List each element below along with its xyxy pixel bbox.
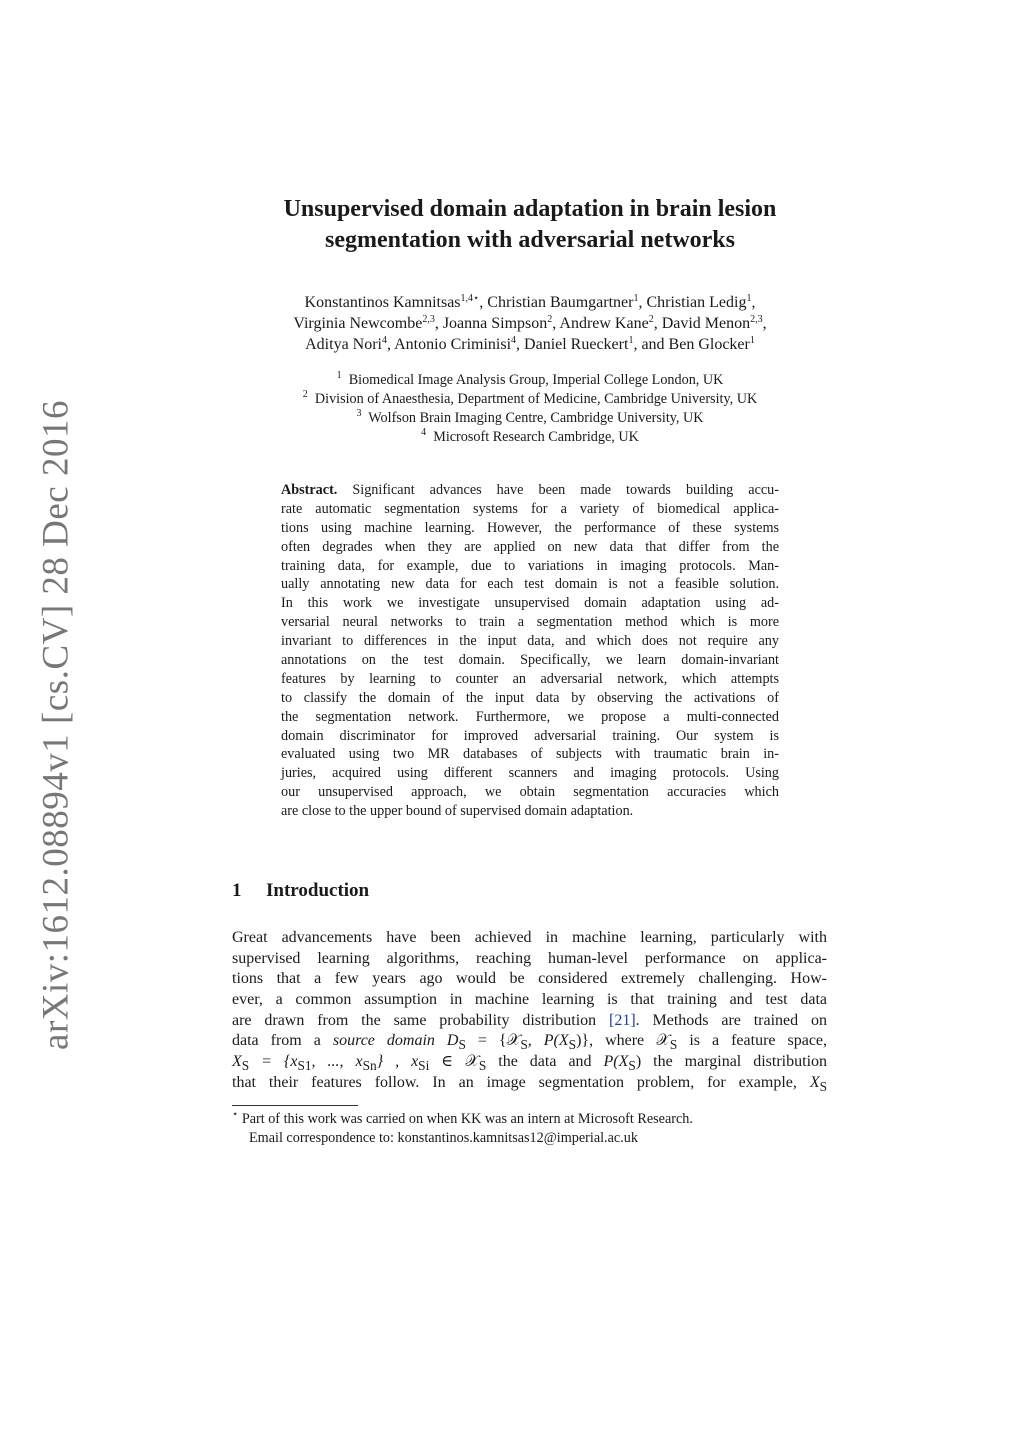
arxiv-id-text: arXiv:1612.08894v1 [cs.CV] 28 Dec 2016 [35,400,77,1050]
section-number: 1 [232,880,242,901]
math-symbol: D [446,1032,459,1050]
author-affil-sup: 1 [746,293,752,304]
affiliation-text: Wolfson Brain Imaging Centre, Cambridge University, UK [368,410,704,426]
math-symbol: )} [576,1032,590,1050]
math-symbol: P(X [603,1053,629,1071]
abstract-line: evaluated using two MR databases of subjects with traumatic brain in- [281,746,779,763]
math-symbol: ) [635,1053,642,1071]
author-affil-sup: 1 [628,335,634,346]
author-name: Daniel Rueckert [524,336,629,353]
author-affil-sup: 1 [749,335,755,346]
abstract [281,481,779,821]
abstract-line: domain discriminator for improved adversarial training. Our system is [281,727,779,744]
author-affil-sup: 2 [547,314,553,325]
abstract-line: annotations on the test domain. Specifically, we learn domain-invariant [281,652,779,669]
abstract-line [281,481,779,500]
author-name: Christian Ledig [646,294,747,311]
author-name: Aditya Nori [305,336,382,353]
author-name: Antonio Criminisi [394,336,512,353]
body-line: ever, a common assumption in machine learning is that training and test data [232,991,827,1009]
abstract-line: rate automatic segmentation systems for a variety of biomedical applica- [281,500,779,517]
math-symbol: , P(X [527,1032,569,1050]
math-symbol: X [809,1073,820,1091]
author-affil-sup: 1,4⋆ [460,293,480,304]
footnote-line-2: Email correspondence to: konstantinos.kamnitsas12@imperial.ac.uk [249,1130,638,1146]
affiliation-text: Biomedical Image Analysis Group, Imperial College London, UK [348,372,724,388]
abstract-line: to classify the domain of the input data by observing the activations of [281,689,779,706]
math-subscript: S [520,1037,528,1053]
affiliation-text: Microsoft Research Cambridge, UK [433,429,639,445]
body-text-segment: that their features follow. In an image segmentation problem, for example, [232,1073,797,1091]
section-heading [232,880,369,902]
math-symbol: = {x [249,1053,298,1071]
math-subscript: S [458,1037,466,1053]
author-name: Andrew Kane [559,315,649,332]
affiliation-number: 4 [421,427,427,438]
abstract-line: juries, acquired using different scanners and imaging protocols. Using [281,765,779,782]
affiliation-item [200,390,860,409]
title-line-2: segmentation with adversarial networks [325,227,735,253]
body-text-segment: is a feature space, [689,1032,828,1050]
math-subscript: Sn [362,1058,377,1074]
author-affil-sup: 1 [633,293,639,304]
footnote-line-1: Part of this work was carried on when KK was an intern at Microsoft Research. [241,1111,693,1127]
abstract-label: Abstract. [281,482,338,498]
author-name: Joanna Simpson [442,315,548,332]
math-subscript: S1 [297,1058,312,1074]
section-title: Introduction [266,880,370,901]
body-text-segment: . Methods are trained on [635,1011,828,1029]
author-affil-sup: 2,3 [422,314,435,325]
abstract-line: tions using machine learning. However, the performance of these systems [281,519,779,536]
math-expression [446,1032,590,1053]
footnote-mark: ⋆ [232,1109,239,1120]
abstract-line: are close to the upper bound of supervised domain adaptation. [281,803,634,820]
title-line-1: Unsupervised domain adaptation in brain lesion [283,196,777,222]
body-text-segment: are drawn from the same probability distribution [232,1011,597,1029]
footnote-divider [232,1105,358,1106]
abstract-line: the segmentation network. Furthermore, we propose a multi-connected [281,708,779,725]
body-text-segment: the marginal distribution [653,1053,828,1071]
body-line: Great advancements have been achieved in machine learning, particularly with [232,929,827,946]
abstract-line: often degrades when they are applied on new data that differ from the [281,538,779,555]
abstract-line: invariant to differences in the input data, and which does not require any [281,633,779,650]
author-affil-sup: 2,3 [750,314,763,325]
math-subscript: S [819,1079,828,1094]
affiliation-list [200,371,860,447]
author-affil-sup: 4 [511,335,517,346]
math-symbol: , ..., x [311,1053,363,1071]
abstract-line: training data, for example, due to variations in imaging protocols. Man- [281,557,779,574]
introduction-paragraph [232,928,827,1094]
affiliation-text: Division of Anaesthesia, Department of Medicine, Cambridge University, UK [314,391,758,407]
body-line [232,1031,827,1052]
body-line [232,1073,827,1094]
abstract-line: ually annotating new data for each test domain is not a feasible solution. [281,576,779,593]
math-symbol: } , x [376,1053,419,1071]
math-symbol: 𝒳 [656,1032,670,1050]
body-line: tions that a few years ago would be considered extremely challenging. How- [232,970,827,988]
body-text-segment: data from a [232,1032,321,1050]
math-subscript: S [478,1058,487,1074]
abstract-line: features by learning to counter an adversarial network, which attempts [281,670,779,687]
author-name: Christian Baumgartner [487,294,634,311]
math-subscript: S [669,1037,678,1053]
math-symbol: ∈ 𝒳 [429,1053,479,1071]
math-subscript: S [628,1058,636,1074]
emphasis-term: source domain [332,1032,435,1050]
body-line: supervised learning algorithms, reaching human-level performance on applica- [232,949,827,967]
affiliation-number: 3 [356,408,362,419]
body-text-segment: , where [589,1032,645,1050]
abstract-line: In this work we investigate unsupervised domain adaptation using ad- [281,595,779,612]
affiliation-number: 1 [336,370,342,381]
math-symbol: X [232,1053,242,1071]
citation-link[interactable]: [21] [609,1011,636,1029]
math-subscript: S [568,1037,577,1053]
paper-title [200,194,860,256]
math-subscript: Si [418,1058,430,1074]
author-name: Konstantinos Kamnitsas [304,294,461,311]
author-affil-sup: 4 [382,335,387,346]
author-name: David Menon [661,315,751,332]
affiliation-item [200,428,860,447]
author-name: Ben Glocker [668,336,750,353]
math-subscript: S [241,1058,250,1074]
author-list: Konstantinos Kamnitsas$^{1,4⋆}$, Christian Baumgartner$^1$, Christian Ledig$^1$, Virginia Newcombe$^{2,3}$, Joanna Simpson$^2$, Andrew Kane$^2$, David Menon$^{2,3}$, Aditya Nori$^4$, Antonio Criminisi$^4$, Daniel Rueckert$^1$, and Ben Glocker$^1$ [293,293,767,353]
affiliation-item [200,371,860,390]
math-expression [232,1053,487,1074]
affiliation-number: 2 [302,389,308,400]
body-line [232,1052,827,1073]
footnote [232,1110,832,1148]
author-name: Virginia Newcombe [293,315,423,332]
author-affil-sup: 2 [648,314,654,325]
math-symbol: = {𝒳 [465,1032,521,1050]
body-text-segment: the data and [498,1053,592,1071]
affiliation-item [200,409,860,428]
abstract-line-text: Significant advances have been made towards building accu- [352,482,779,498]
abstract-line: our unsupervised approach, we obtain segmentation accuracies which [281,784,779,801]
body-line [232,1011,827,1032]
abstract-line: versarial neural networks to train a segmentation method which is more [281,614,779,631]
